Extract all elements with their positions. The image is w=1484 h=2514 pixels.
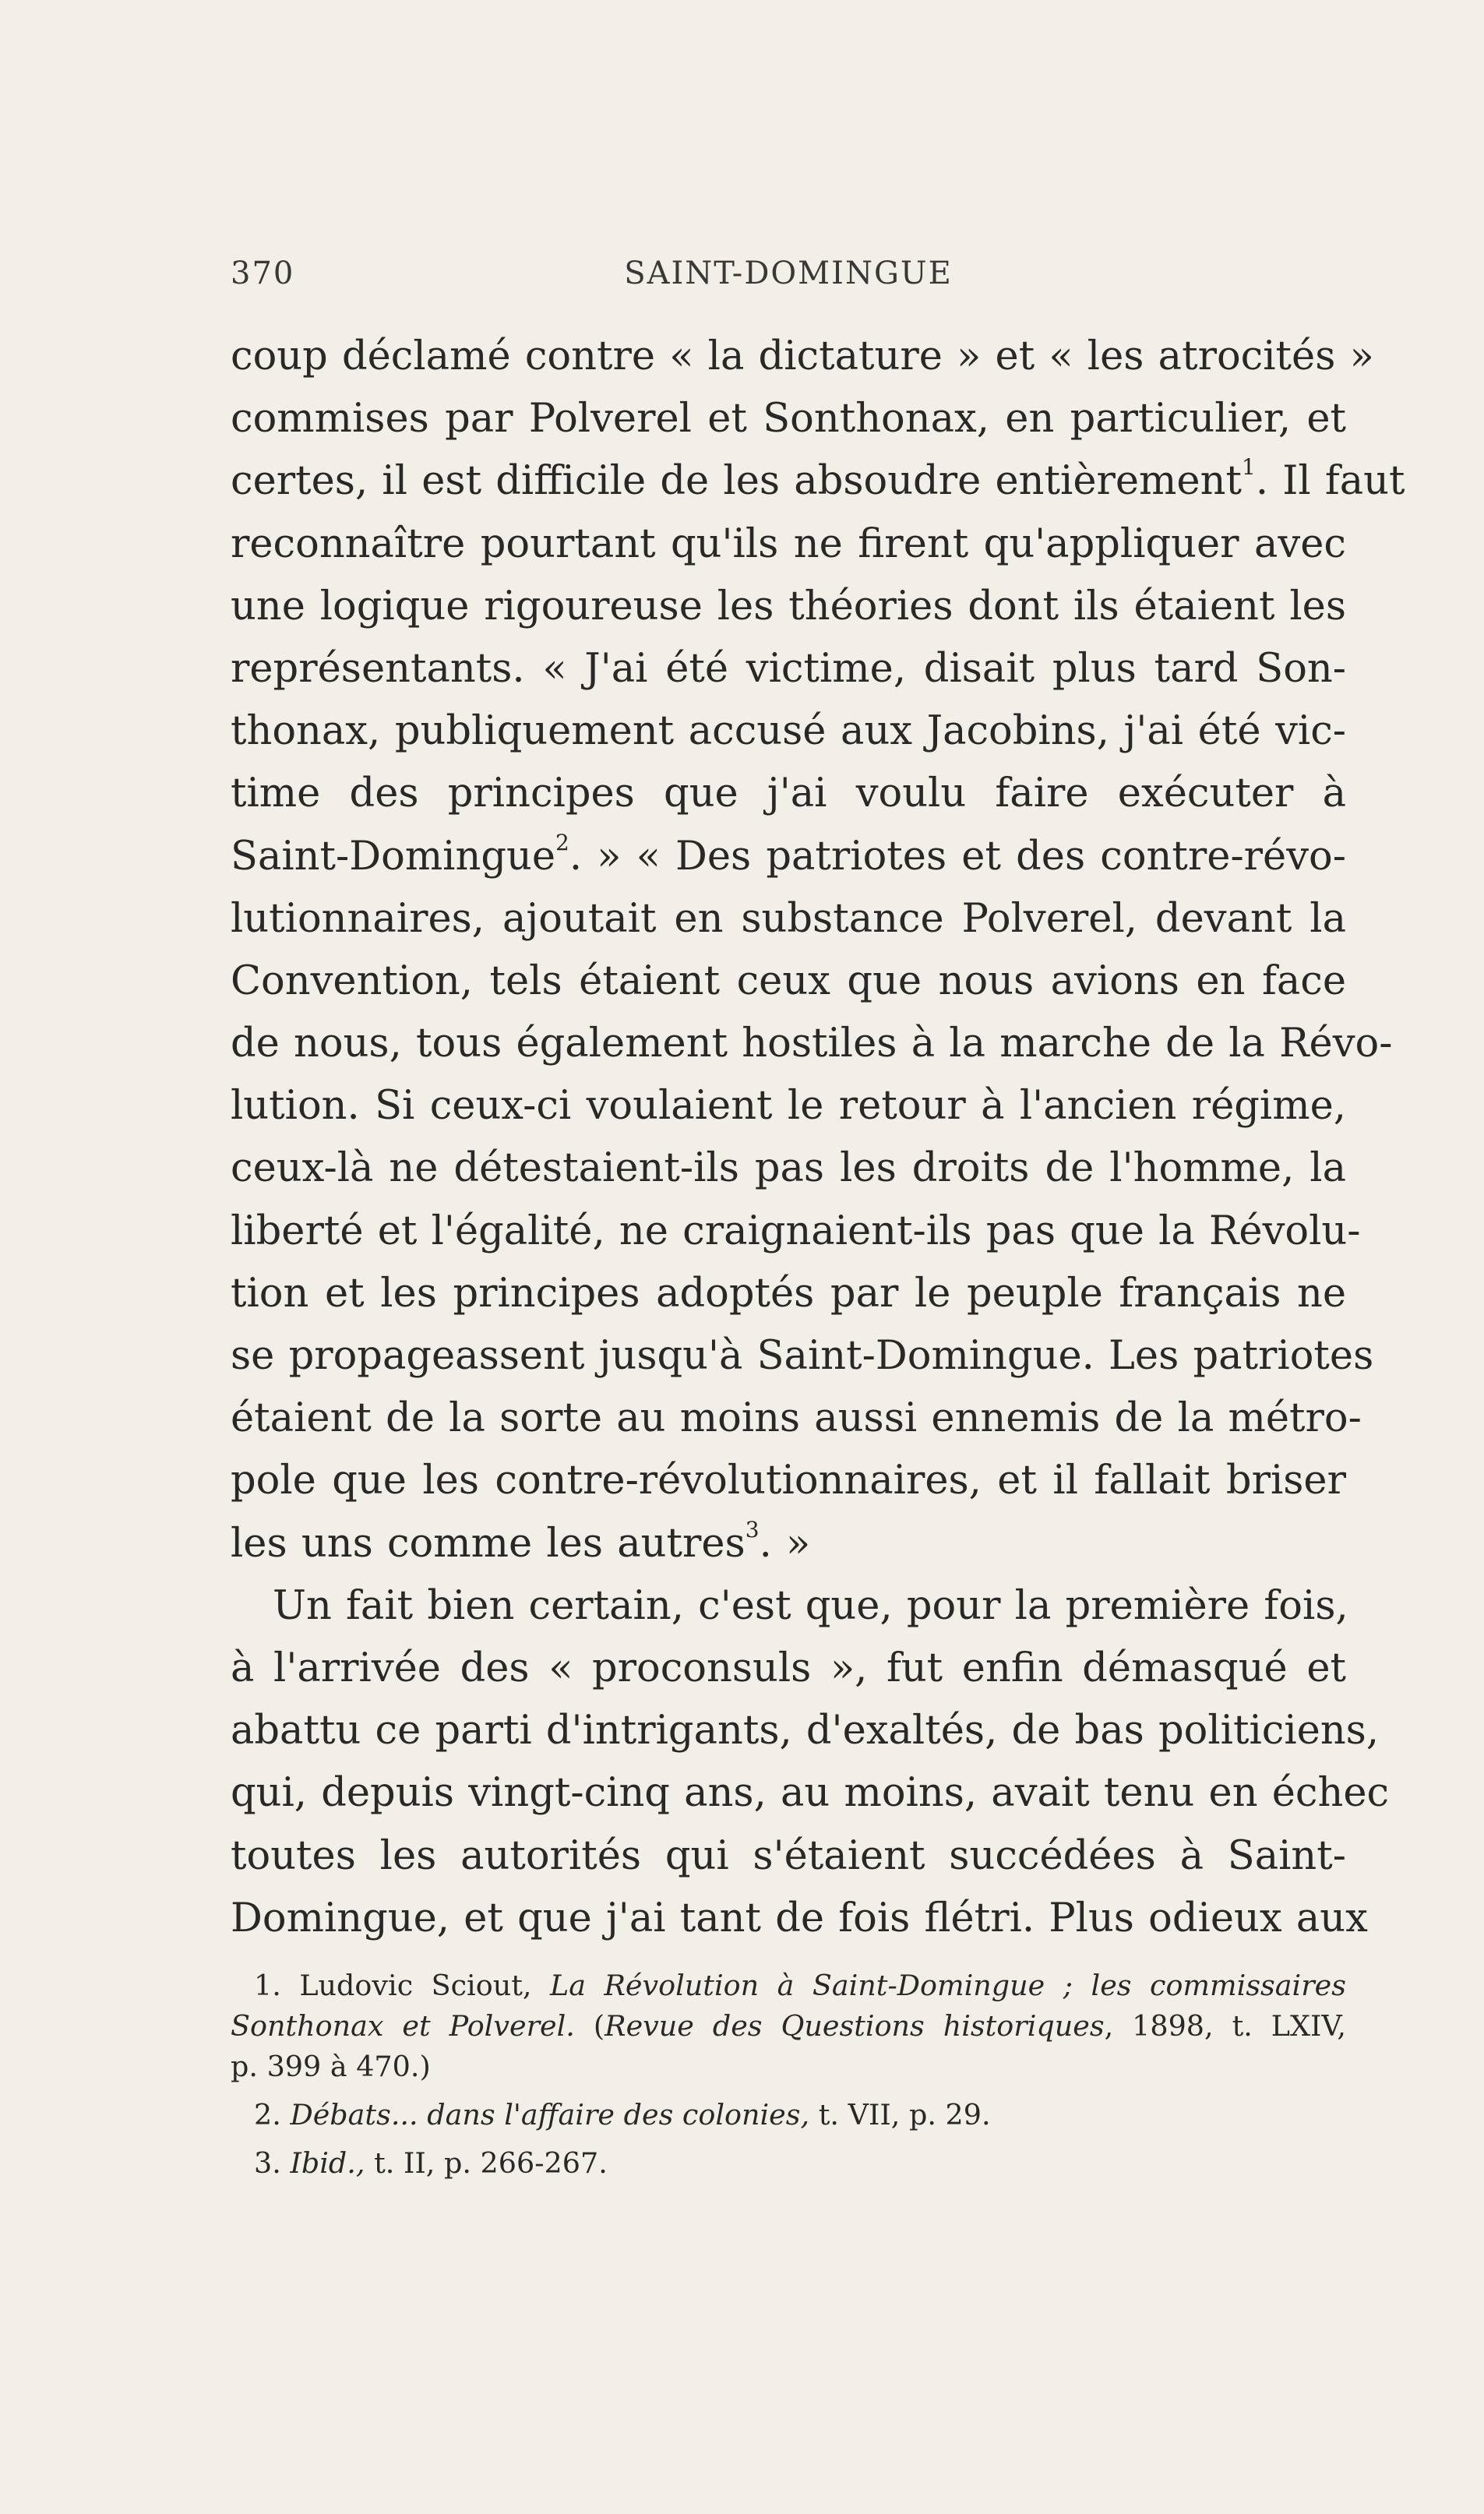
text-line: une logique rigoureuse les théories dont ils étaient les — [231, 583, 1346, 629]
running-header — [231, 256, 1346, 302]
text-line: qui, depuis vingt-cinq ans, au moins, avait tenu en échec — [231, 1770, 1390, 1817]
text-line: time des principes que j'ai voulu faire exécuter à — [231, 770, 1346, 817]
text-line: reconnaître pourtant qu'ils ne firent qu'appliquer avec — [231, 520, 1346, 567]
footnote-2: 2. Débats... dans l'affaire des colonies, t. VII, p. 29. — [254, 2098, 991, 2131]
text-line: les uns comme les autres$^3$. » — [231, 1516, 811, 1567]
main-text — [231, 326, 1405, 1950]
text-line: à l'arrivée des « proconsuls », fut enfin démasqué et — [231, 1645, 1346, 1691]
text-line: pole que les contre-révolutionnaires, et il fallait briser — [231, 1458, 1346, 1504]
footnote-1-cont: p. 399 à 470.) — [231, 2050, 431, 2083]
footnote-ref[interactable]: 1 — [1241, 454, 1256, 481]
text-line: se propageassent jusqu'à Saint-Domingue. Les patriotes — [231, 1333, 1374, 1379]
footnote-ref[interactable]: 2 — [555, 829, 569, 855]
text-line: commises par Polverel et Sonthonax, en particulier, et — [231, 396, 1346, 443]
text-line: thonax, publiquement accusé aux Jacobins, j'ai été vic- — [231, 708, 1346, 755]
text-line: coup déclamé contre « la dictature » et « les atrocités » — [231, 333, 1374, 379]
text-line: lutionnaires, ajoutait en substance Polverel, devant la — [231, 895, 1346, 942]
text-line: certes, il est difficile de les absoudre entièrement$^1$. Il faut — [231, 454, 1405, 505]
text-line: Domingue, et que j'ai tant de fois flétri. Plus odieux aux — [231, 1895, 1368, 1941]
text-line: Saint-Domingue$^2$. » « Des patriotes et des contre-révo- — [231, 829, 1346, 880]
footnotes — [231, 1966, 1346, 2184]
text-line: abattu ce parti d'intrigants, d'exaltés, de bas politiciens, — [231, 1708, 1380, 1754]
footnote-1-cont: Sonthonax et Polverel. (Revue des Questions historiques, 1898, t. LXIV, — [231, 2009, 1346, 2043]
footnote-ref[interactable]: 3 — [745, 1516, 760, 1543]
text-line: toutes les autorités qui s'étaient succédées à Saint- — [231, 1832, 1346, 1879]
text-line: tion et les principes adoptés par le peuple français ne — [231, 1270, 1346, 1317]
text-line: Convention, tels étaient ceux que nous avions en face — [231, 957, 1346, 1004]
text-line: représentants. « J'ai été victime, disait plus tard Son- — [231, 645, 1346, 692]
text-line: liberté et l'égalité, ne craignaient-ils pas que la Révolu- — [231, 1208, 1361, 1254]
page-number: 370 — [231, 256, 295, 291]
running-title: SAINT-DOMINGUE — [624, 256, 953, 291]
text-line: lution. Si ceux-ci voulaient le retour à l'ancien régime, — [231, 1083, 1346, 1130]
text-line: étaient de la sorte au moins aussi ennemis de la métro- — [231, 1395, 1362, 1442]
text-line: de nous, tous également hostiles à la marche de la Révo- — [231, 1021, 1393, 1067]
footnote-3: 3. Ibid., t. II, p. 266-267. — [254, 2146, 608, 2180]
paragraph-start-line: Un fait bien certain, c'est que, pour la première fois, — [273, 1582, 1348, 1629]
text-line: ceux-là ne détestaient-ils pas les droits de l'homme, la — [231, 1145, 1346, 1192]
footnote-1: 1. Ludovic Sciout, La Révolution à Saint-Domingue ; les commissaires — [254, 1969, 1346, 2002]
